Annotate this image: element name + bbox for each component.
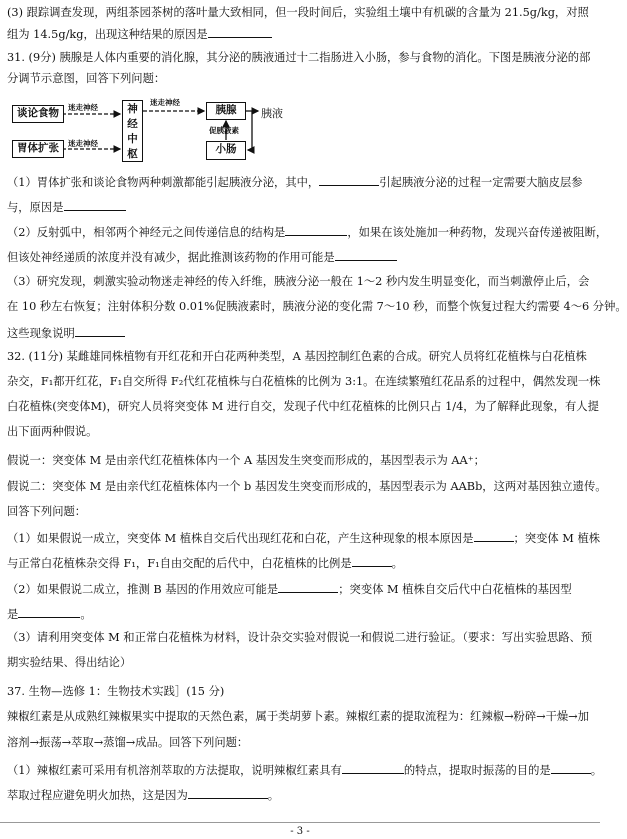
text-line: （1）如果假说一成立，突变体 M 植株自交后代出现红花和白花，产生这种现象的根本原因是 ；突变体 M 植株 <box>7 532 601 545</box>
text-line: 组为 14.5g/kg，出现这种结果的原因是 <box>7 26 593 42</box>
label-vagus-stomach: 迷走神经 <box>68 139 98 148</box>
answer-blank[interactable] <box>285 224 347 236</box>
text-line: 在 10 秒左右恢复；注射体积分数 0.01%促胰液素时，胰液分泌的变化需 7～10 秒，而整个恢复过程大约需要 4～6 分钟。 <box>7 300 627 313</box>
label-pancreatic-juice: 胰液 <box>261 107 283 120</box>
text-line: 与正常白花植株杂交得 F₁，F₁自由交配的后代中，白花植株的比例是 。 <box>7 557 403 570</box>
text-line: （2）反射弧中，相邻两个神经元之间传递信息的结构是 ，如果在该处施加一种药物，发现兴奋传递被阻断， <box>7 226 608 239</box>
answer-blank[interactable] <box>64 199 126 211</box>
text-line: 期实验结果、得出结论） <box>7 656 132 669</box>
box-talk-food: 谈论食物 <box>12 105 64 123</box>
text-line: 辣椒红素是从成熟红辣椒果实中提取的天然色素，属于类胡萝卜素。辣椒红素的提取流程为：红辣椒→粉碎→干燥→加 <box>7 710 589 723</box>
text-line: 白花植株(突变体M)，研究人员将突变体 M 进行自交，发现子代中红花植株的比例只占 1/4，为了解释此现象，有人提 <box>7 400 599 413</box>
answer-blank[interactable] <box>352 555 392 567</box>
answer-blank[interactable] <box>474 530 514 542</box>
box-stomach-expand: 胃体扩张 <box>12 140 64 158</box>
text-line: （2）如果假说二成立，推测 B 基因的作用效应可能是 ；突变体 M 植株自交后代中白花植株的基因型 <box>7 583 572 596</box>
label-secretin: 促胰液素 <box>209 126 239 135</box>
answer-blank[interactable] <box>188 787 268 799</box>
hypothesis-2: 假说二：突变体 M 是由亲代红花植株体内一个 b 基因发生突变而形成的，基因型表示为 AABb，这两对基因独立遗传。 <box>7 480 607 493</box>
text-line: 这些现象说明 <box>7 325 593 341</box>
answer-blank[interactable] <box>208 26 272 38</box>
page-number: - 3 - <box>290 826 310 837</box>
question-31-header: 31. (9分) 胰腺是人体内重要的消化腺，其分泌的胰液通过十二指肠进入小肠，参与食物的消化。下图是胰液分泌的部 <box>7 51 591 64</box>
text-line: 回答下列问题： <box>7 505 87 518</box>
text-line: 分调节示意图，回答下列问题： <box>7 72 166 85</box>
text-line: 但该处神经递质的浓度并没有减少，据此推测该药物的作用可能是 <box>7 249 593 265</box>
text-line: 与，原因是 <box>7 199 593 215</box>
text-line: 出下面两种假说。 <box>7 425 98 438</box>
text-line: （3）请利用突变体 M 和正常白花植株为材料，设计杂交实验对假说一和假说二进行验证。（要求：写出实验思路、预 <box>7 631 593 644</box>
box-pancreas: 胰腺 <box>206 102 246 120</box>
answer-blank[interactable] <box>18 606 80 618</box>
question-32-header: 32. (11分) 某雌雄同株植物有开红花和开白花两种类型，A 基因控制红色素的合成。研究人员将红花植株与白花植株 <box>7 350 587 363</box>
text-line: 是 。 <box>7 608 92 621</box>
text-line: (3) 跟踪调查发现，两组茶园茶树的落叶量大致相同，但一段时间后，实验组土壤中有机碳的含量为 21.5g/kg，对照 <box>7 6 589 19</box>
label-vagus-top: 迷走神经 <box>150 98 180 107</box>
box-nerve-center: 神经中枢 <box>122 100 143 162</box>
answer-blank[interactable] <box>342 762 404 774</box>
footer-divider <box>0 822 600 823</box>
text-line: 杂交，F₁都开红花，F₁自交所得 F₂代红花植株与白花植株的比例为 3:1。在连续繁殖红花品系的过程中，偶然发现一株 <box>7 375 601 388</box>
answer-blank[interactable] <box>335 249 397 261</box>
text-line: （3）研究发现，刺激实验动物迷走神经的传入纤维，胰液分泌一般在 1～2 秒内发生明显变化，而当刺激停止后，会 <box>7 275 590 288</box>
question-37-header: 37. 生物—选修 1：生物技术实践］(15 分) <box>7 685 225 698</box>
text-line: （1）胃体扩张和谈论食物两种刺激都能引起胰液分泌，其中， 引起胰液分泌的过程一定需要大脑皮层参 <box>7 176 583 189</box>
label-vagus-talk: 迷走神经 <box>68 103 98 112</box>
answer-blank[interactable] <box>551 762 591 774</box>
answer-blank[interactable] <box>319 174 379 186</box>
box-small-intestine: 小肠 <box>206 141 246 160</box>
text-line: 溶剂→振荡→萃取→蒸馏→成品。回答下列问题： <box>7 736 249 749</box>
pancreas-regulation-diagram <box>0 94 300 166</box>
answer-blank[interactable] <box>278 581 338 593</box>
text-line: （1）辣椒红素可采用有机溶剂萃取的方法提取，说明辣椒红素具有 的特点，提取时振荡的目的是 。 <box>7 764 602 777</box>
hypothesis-1: 假说一：突变体 M 是由亲代红花植株体内一个 A 基因发生突变而形成的，基因型表示为 AA⁺； <box>7 454 485 467</box>
text-line: 萃取过程应避免明火加热，这是因为 。 <box>7 789 280 802</box>
answer-blank[interactable] <box>75 325 125 337</box>
